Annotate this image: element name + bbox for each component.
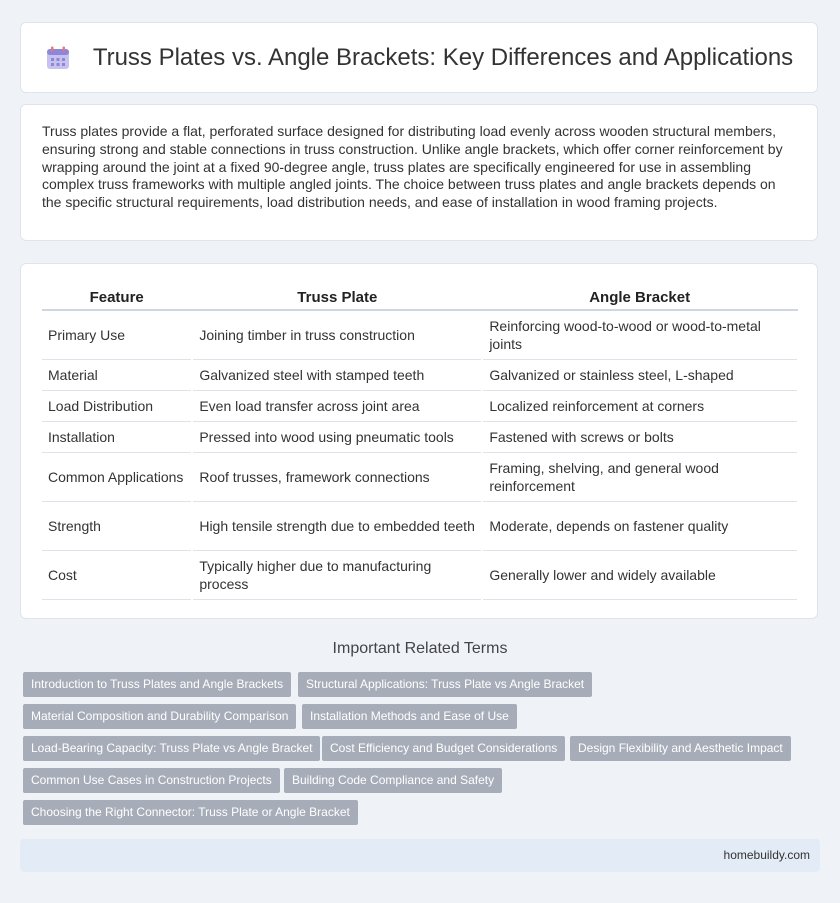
related-term-tag[interactable]: Introduction to Truss Plates and Angle Brackets <box>23 672 291 697</box>
footer <box>20 839 820 872</box>
related-term-tag[interactable]: Common Use Cases in Construction Projects <box>23 768 280 793</box>
table-cell: Installation <box>42 421 192 452</box>
comparison-card <box>20 263 818 619</box>
header-angle-bracket: Angle Bracket <box>482 285 797 310</box>
table-cell: Roof trusses, framework connections <box>192 452 482 501</box>
table-cell: Common Applications <box>42 452 192 501</box>
table-cell: Moderate, depends on fastener quality <box>482 501 797 550</box>
table-cell: Localized reinforcement at corners <box>482 390 797 421</box>
table-cell: Primary Use <box>42 310 192 359</box>
table-cell: Joining timber in truss construction <box>192 310 482 359</box>
related-term-tag[interactable]: Building Code Compliance and Safety <box>284 768 502 793</box>
related-term-tag[interactable]: Material Composition and Durability Comparison <box>23 704 296 729</box>
footer-site-link[interactable]: homebuildy.com <box>723 848 810 862</box>
related-term-tag[interactable]: Design Flexibility and Aesthetic Impact <box>570 736 791 761</box>
table-row <box>42 359 797 390</box>
table-cell: Galvanized steel with stamped teeth <box>192 359 482 390</box>
related-term-tag[interactable]: Choosing the Right Connector: Truss Plate or Angle Bracket <box>23 800 358 825</box>
table-cell: Strength <box>42 501 192 550</box>
table-cell: Pressed into wood using pneumatic tools <box>192 421 482 452</box>
header-truss-plate: Truss Plate <box>192 285 482 310</box>
header-feature: Feature <box>42 285 192 310</box>
table-cell: Fastened with screws or bolts <box>482 421 797 452</box>
table-row <box>42 501 797 550</box>
calendar-icon <box>45 45 71 71</box>
related-term-tag[interactable]: Installation Methods and Ease of Use <box>302 704 517 729</box>
comparison-table <box>42 285 798 600</box>
table-cell: Typically higher due to manufacturing process <box>192 550 482 599</box>
table-cell: Galvanized or stainless steel, L-shaped <box>482 359 797 390</box>
related-term-tag[interactable]: Cost Efficiency and Budget Considerations <box>322 736 565 761</box>
header-card <box>20 22 818 93</box>
table-cell: Even load transfer across joint area <box>192 390 482 421</box>
related-term-tag[interactable]: Load-Bearing Capacity: Truss Plate vs Angle Bracket <box>23 736 320 761</box>
intro-card <box>20 104 818 241</box>
table-row <box>42 310 797 359</box>
table-row <box>42 550 797 599</box>
table-cell: Material <box>42 359 192 390</box>
table-row <box>42 390 797 421</box>
table-row <box>42 452 797 501</box>
table-header-row <box>42 285 797 310</box>
intro-text: Truss plates provide a flat, perforated surface designed for distributing load evenly across wooden structural members, ensuring strong and stable connections in truss construction. Unlike angle brackets, which offer corner reinforcement by wrapping around the joint at a fixed 90-degree angle, truss plates are specifically engineered for use in assembling complex truss frameworks with multiple angled joints. The choice between truss plates and angle brackets depends on the specific structural requirements, load distribution needs, and ease of installation in wood framing projects. <box>42 123 783 211</box>
table-cell: Reinforcing wood-to-wood or wood-to-metal joints <box>482 310 797 359</box>
table-cell: Cost <box>42 550 192 599</box>
related-term-tag[interactable]: Structural Applications: Truss Plate vs Angle Bracket <box>298 672 592 697</box>
table-cell: Load Distribution <box>42 390 192 421</box>
page-title: Truss Plates vs. Angle Brackets: Key Differences and Applications <box>92 43 794 71</box>
related-terms-title: Important Related Terms <box>332 640 508 657</box>
table-row <box>42 421 797 452</box>
table-cell: Generally lower and widely available <box>482 550 797 599</box>
table-cell: High tensile strength due to embedded teeth <box>192 501 482 550</box>
table-cell: Framing, shelving, and general wood reinforcement <box>482 452 797 501</box>
